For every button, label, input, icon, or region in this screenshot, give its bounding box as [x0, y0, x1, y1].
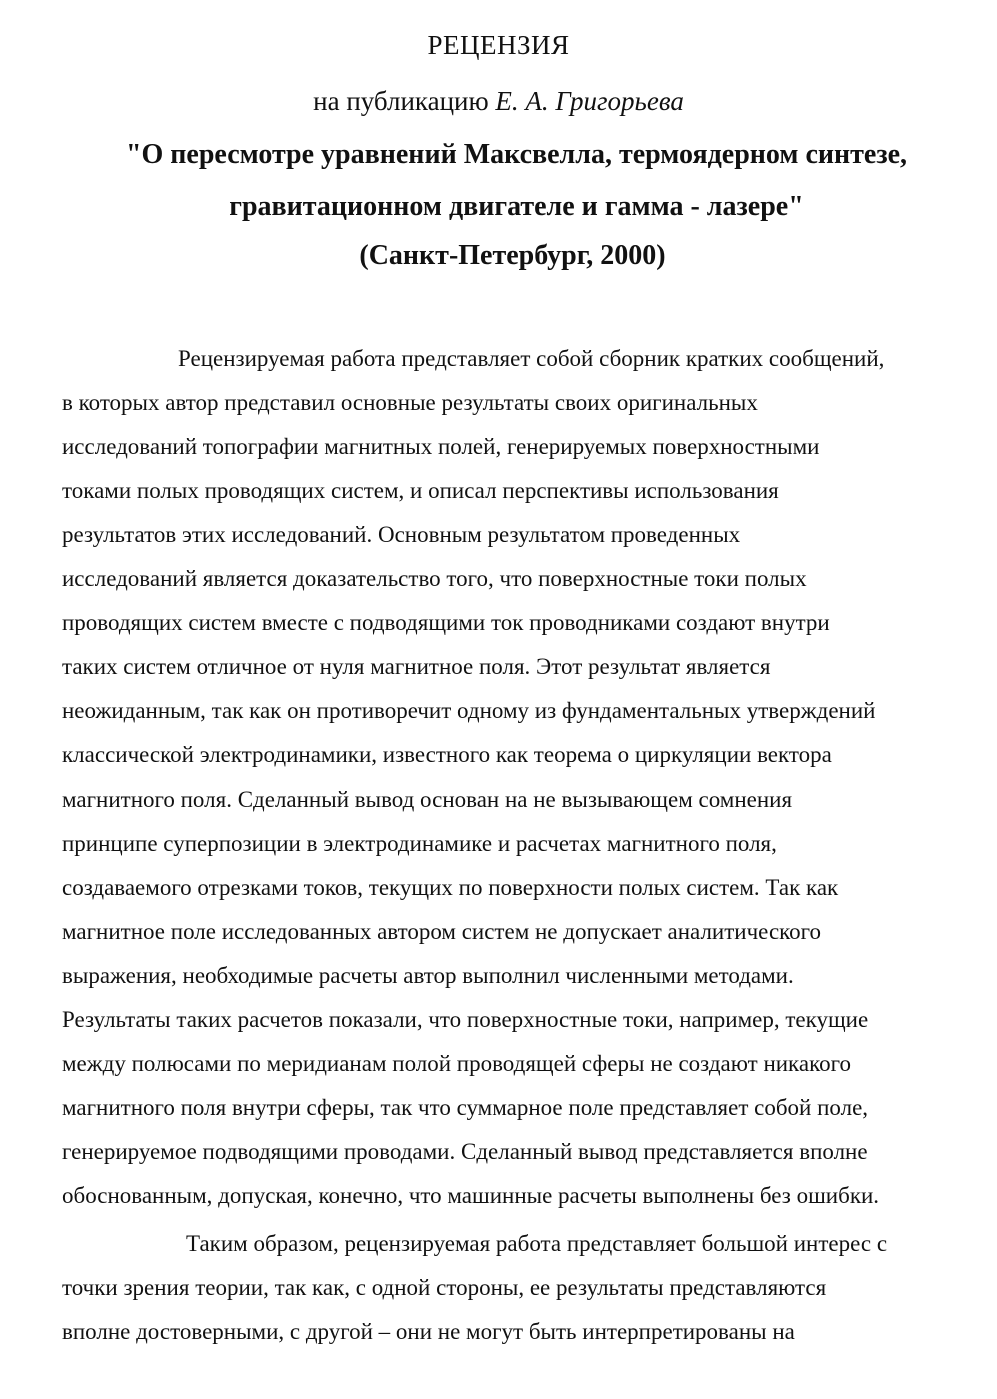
body-line: создаваемого отрезками токов, текущих по поверхности полых систем. Так как	[62, 875, 839, 900]
body-line: токами полых проводящих систем, и описал перспективы использования	[62, 478, 779, 503]
body-line: результатов этих исследований. Основным результатом проведенных	[62, 522, 741, 547]
publication-title-line-1: "О пересмотре уравнений Максвелла, термоядерном синтезе,	[125, 139, 908, 170]
body-line: неожиданным, так как он противоречит одному из фундаментальных утверждений	[62, 698, 876, 723]
body-line: таких систем отличное от нуля магнитное поля. Этот результат является	[62, 654, 771, 679]
publication-subheading	[0, 86, 997, 117]
publication-place-year: (Санкт-Петербург, 2000)	[359, 240, 666, 271]
publication-title-line-2: гравитационном двигателе и гамма - лазере"	[229, 191, 804, 222]
body-line: исследований является доказательство того, что поверхностные токи полых	[62, 566, 807, 591]
body-line: магнитного поля внутри сферы, так что суммарное поле представляет собой поле,	[62, 1095, 869, 1120]
body-line: выражения, необходимые расчеты автор выполнил численными методами.	[62, 963, 794, 988]
body-line: вполне достоверными, с другой – они не могут быть интерпретированы на	[62, 1319, 795, 1344]
body-line: в которых автор представил основные результаты своих оригинальных	[62, 390, 758, 415]
body-line: классической электродинамики, известного как теорема о циркуляции вектора	[62, 742, 832, 767]
body-line: генерируемое подводящими проводами. Сделанный вывод представляется вполне	[62, 1139, 868, 1164]
subheading-prefix: на публикацию	[313, 86, 496, 116]
body-line: между полюсами по меридианам полой проводящей сферы не создают никакого	[62, 1051, 851, 1076]
document-heading: РЕЦЕНЗИЯ	[427, 30, 570, 60]
body-line: магнитного поля. Сделанный вывод основан на не вызывающем сомнения	[62, 787, 793, 812]
body-line: обоснованным, допуская, конечно, что машинные расчеты выполнены без ошибки.	[62, 1183, 880, 1208]
body-line: точки зрения теории, так как, с одной стороны, ее результаты представляются	[62, 1275, 827, 1300]
author-name: Е. А. Григорьева	[495, 86, 684, 116]
body-line: Рецензируемая работа представляет собой сборник кратких сообщений,	[178, 346, 885, 371]
body-line: магнитное поле исследованных автором систем не допускает аналитического	[62, 919, 822, 944]
body-line: принципе суперпозиции в электродинамике и расчетах магнитного поля,	[62, 831, 777, 856]
body-line: Таким образом, рецензируемая работа представляет большой интерес с	[186, 1231, 888, 1256]
body-line: Результаты таких расчетов показали, что поверхностные токи, например, текущие	[62, 1007, 869, 1032]
body-line: проводящих систем вместе с подводящими ток проводниками создают внутри	[62, 610, 830, 635]
body-line: исследований топографии магнитных полей, генерируемых поверхностными	[62, 434, 820, 459]
